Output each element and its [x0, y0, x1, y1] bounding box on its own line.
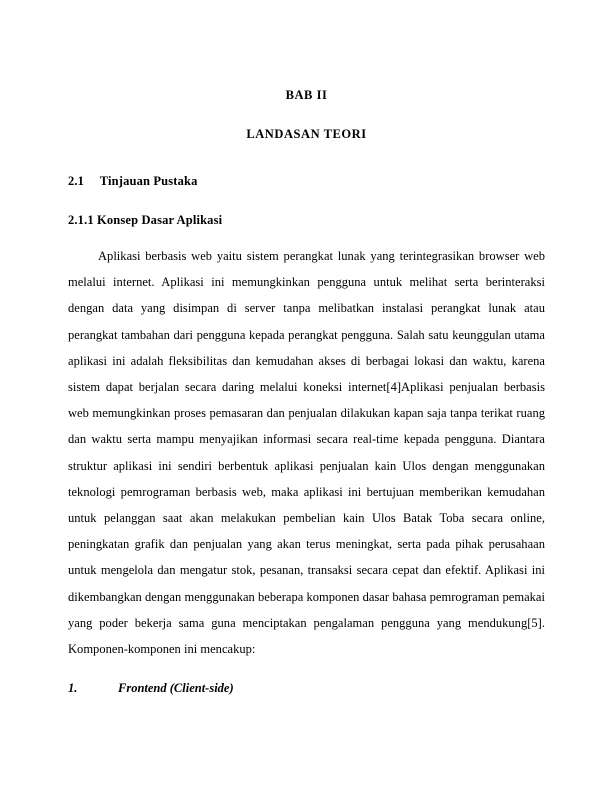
section-heading-2-1-1: 2.1.1 Konsep Dasar Aplikasi	[68, 213, 223, 227]
list-item	[68, 675, 545, 701]
list-item-spacer	[77, 681, 118, 695]
page-content	[68, 0, 545, 701]
body-paragraph: Aplikasi berbasis web yaitu sistem perangkat lunak yang terintegrasikan browser web melalui internet. Aplikasi ini memungkinkan pengguna untuk melihat serta berinteraksi dengan data yang disimpan di server tanpa melibatkan instalasi perangkat lunak atau perangkat tambahan dari pengguna kepada perangkat pengguna. Salah satu keunggulan utama aplikasi ini adalah fleksibilitas dan kemudahan akses di berbagai lokasi dan waktu, karena sistem dapat berjalan secara daring melalui koneksi internet[4]Aplikasi penjualan berbasis web memungkinkan proses pemasaran dan penjualan dilakukan kapan saja tanpa terikat ruang dan waktu serta mampu menyajikan informasi secara real-time kepada pengguna. Diantara struktur aplikasi ini sendiri berbentuk aplikasi penjualan kain Ulos dengan menggunakan teknologi pemrograman berbasis web, maka aplikasi ini bertujuan memberikan kemudahan untuk pelanggan saat akan melakukan pembelian kain Ulos Batak Toba secara online, peningkatan grafik dan penjualan yang akan terus meningkat, serta pada pihak perusahaan untuk mengelola dan mengatur stok, pesanan, transaksi secara cepat dan efektif. Aplikasi ini dikembangkan dengan menggunakan beberapa komponen dasar bahasa pemrograman pemakai yang poder bekerja sama guna menciptakan pengalaman pengguna yang mendukung[5]. Komponen-komponen ini mencakup:	[68, 249, 545, 657]
section-heading-2-1: 2.1 Tinjauan Pustaka	[68, 174, 198, 188]
chapter-title-heading: LANDASAN TEORI	[246, 127, 367, 141]
chapter-number-heading: BAB II	[285, 88, 328, 102]
list-item-label: Frontend (Client-side)	[118, 681, 234, 696]
list-item-marker: 1.	[68, 681, 78, 696]
